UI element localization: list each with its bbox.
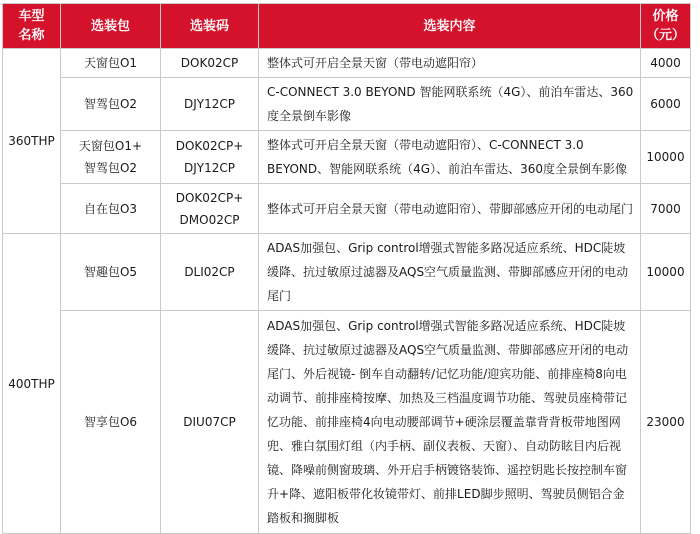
price-cell: 10000 xyxy=(641,234,691,311)
content-cell: ADAS加强包、Grip control增强式智能多路况适应系统、HDC陡坡缓降、抗过敏原过滤器及AQS空气质量监测、带脚部感应开闭的电动尾门 xyxy=(259,234,641,311)
code-cell: DJY12CP xyxy=(161,78,259,131)
table-row xyxy=(3,49,691,78)
package-cell: 智驾包O2 xyxy=(61,78,161,131)
options-table xyxy=(2,3,691,534)
code-cell: DLI02CP xyxy=(161,234,259,311)
code-cell: DOK02CP xyxy=(161,49,259,78)
package-cell: 智趣包O5 xyxy=(61,234,161,311)
table-row xyxy=(3,78,691,131)
header-price: 价格 （元） xyxy=(641,4,691,49)
package-cell: 天窗包O1+ 智驾包O2 xyxy=(61,131,161,184)
header-content: 选装内容 xyxy=(259,4,641,49)
model-cell-400thp: 400THP xyxy=(3,234,61,534)
content-cell: 整体式可开启全景天窗（带电动遮阳帘） xyxy=(259,49,641,78)
code-cell: DIU07CP xyxy=(161,311,259,534)
header-package: 选装包 xyxy=(61,4,161,49)
table-row xyxy=(3,131,691,184)
model-cell-360thp: 360THP xyxy=(3,49,61,234)
content-cell: 整体式可开启全景天窗（带电动遮阳帘）、带脚部感应开闭的电动尾门 xyxy=(259,184,641,234)
header-model: 车型 名称 xyxy=(3,4,61,49)
content-cell: 整体式可开启全景天窗（带电动遮阳帘）、C-CONNECT 3.0 BEYOND、智能网联系统（4G）、前泊车雷达、360度全景倒车影像 xyxy=(259,131,641,184)
table-row xyxy=(3,184,691,234)
code-cell: DOK02CP+ DMO02CP xyxy=(161,184,259,234)
price-cell: 4000 xyxy=(641,49,691,78)
content-cell: ADAS加强包、Grip control增强式智能多路况适应系统、HDC陡坡缓降、抗过敏原过滤器及AQS空气质量监测、带脚部感应开闭的电动尾门、外后视镜- 倒车自动翻转/记忆功能/迎宾功能、前排座椅8向电动调节、前排座椅按摩、加热及三档温度调节功能、驾驶员座椅带记忆功能、前排座椅4向电动腰部调节+硬涂层覆盖靠背背板带地图网兜、雅白氛围灯组（内手柄、副仪表板、天窗）、自动防眩目内后视镜、降噪前侧窗玻璃、外开启手柄镀铬装饰、遥控钥匙长按控制车窗升+降、遮阳板带化妆镜带灯、前排LED脚步照明、驾驶员侧铝合金踏板和搁脚板 xyxy=(259,311,641,534)
price-cell: 7000 xyxy=(641,184,691,234)
header-code: 选装码 xyxy=(161,4,259,49)
content-cell: C-CONNECT 3.0 BEYOND 智能网联系统（4G）、前泊车雷达、360度全景倒车影像 xyxy=(259,78,641,131)
table-row xyxy=(3,311,691,534)
package-cell: 天窗包O1 xyxy=(61,49,161,78)
code-cell: DOK02CP+ DJY12CP xyxy=(161,131,259,184)
package-cell: 自在包O3 xyxy=(61,184,161,234)
price-cell: 23000 xyxy=(641,311,691,534)
package-cell: 智享包O6 xyxy=(61,311,161,534)
header-row xyxy=(3,4,691,49)
price-cell: 10000 xyxy=(641,131,691,184)
table-row xyxy=(3,234,691,311)
price-cell: 6000 xyxy=(641,78,691,131)
